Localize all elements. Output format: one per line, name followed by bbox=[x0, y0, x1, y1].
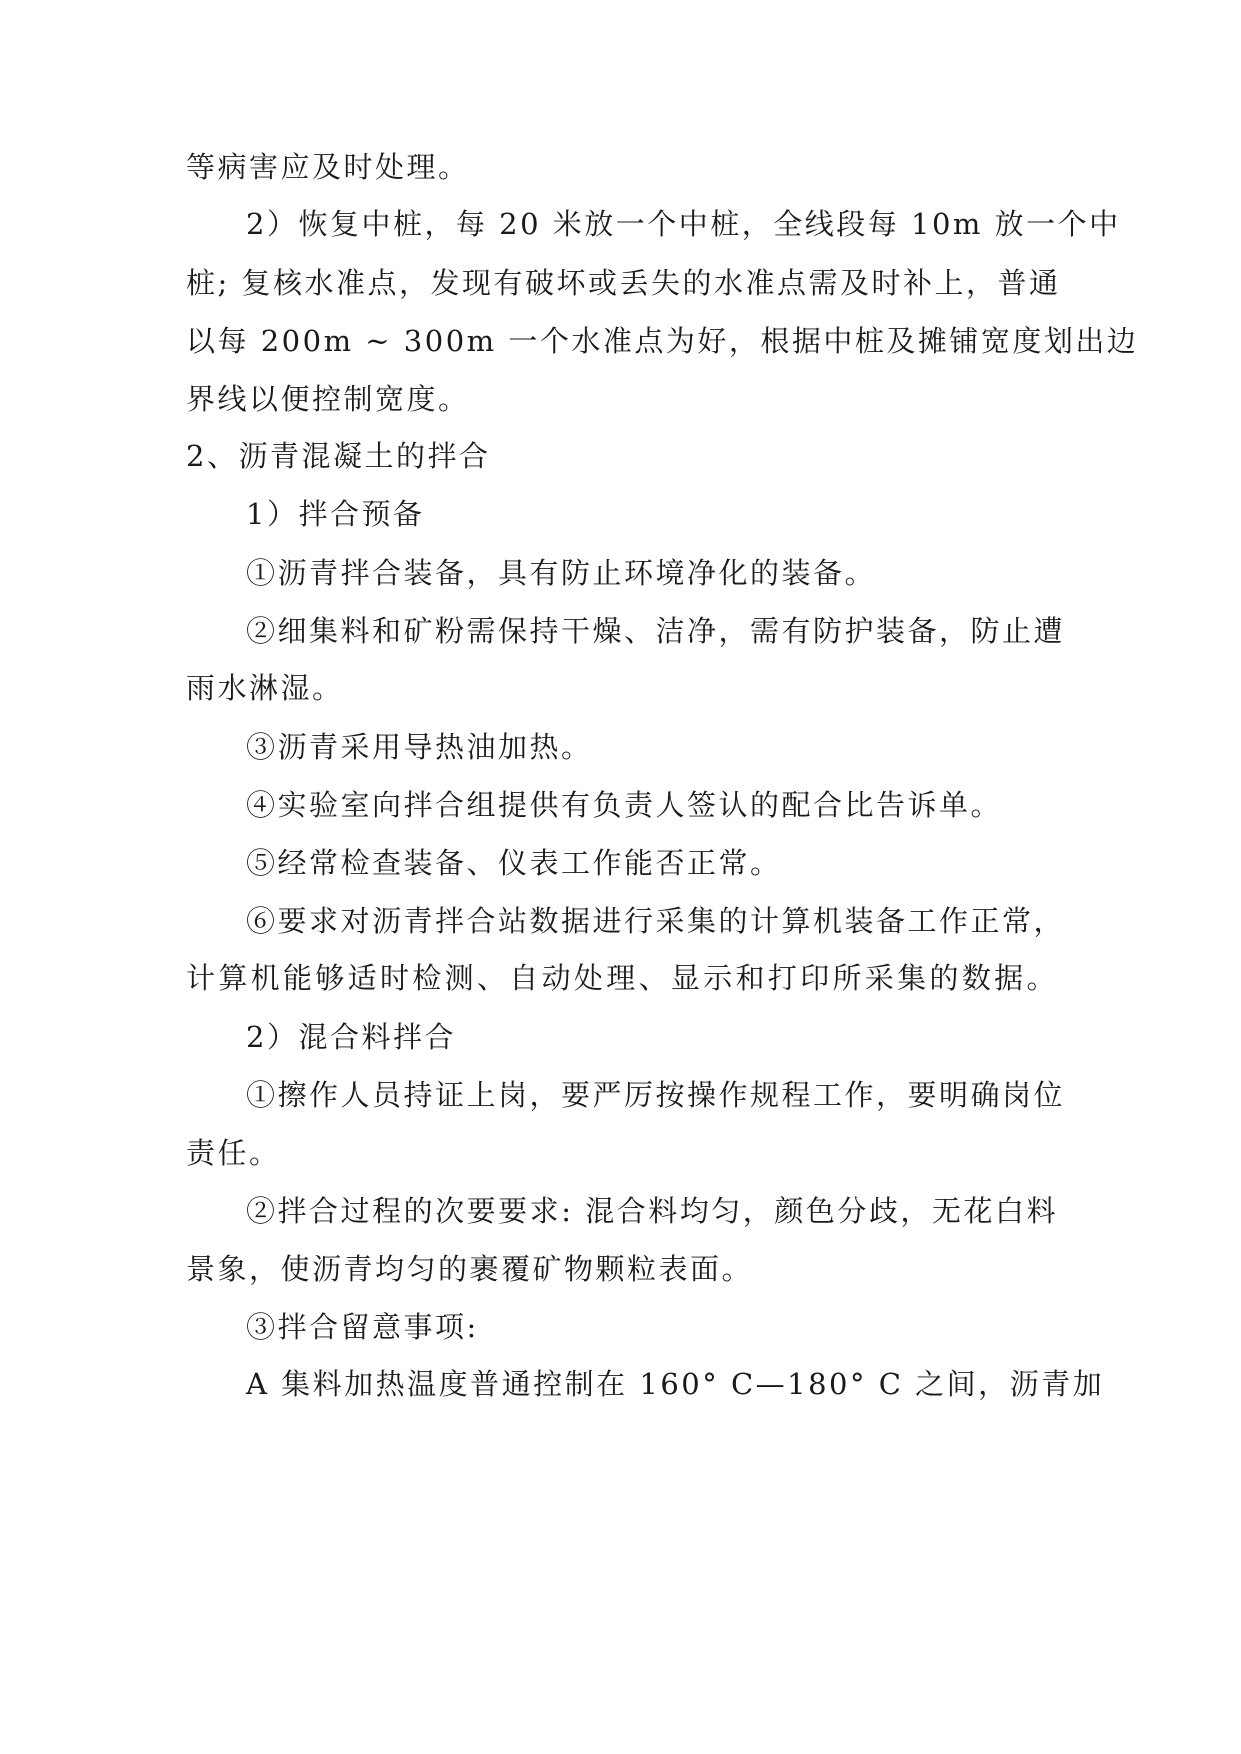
paragraph-line: 雨水淋湿。 bbox=[186, 671, 344, 705]
list-item: ①沥青拌合装备，具有防止环境净化的装备。 bbox=[246, 556, 877, 590]
paragraph-line: 桩; 复核水准点，发现有破坏或丢失的水准点需及时补上，普通 bbox=[186, 266, 1061, 300]
paragraph-line: 计算机能够适时检测、自动处理、显示和打印所采集的数据。 bbox=[186, 961, 1058, 995]
paragraph-line: 以每 200m ~ 300m 一个水准点为好，根据中桩及摊铺宽度划出边 bbox=[186, 324, 1139, 358]
subsection-heading: 2）混合料拌合 bbox=[246, 1020, 456, 1054]
list-item: ①擦作人员持证上岗，要严厉按操作规程工作，要明确岗位 bbox=[246, 1078, 1066, 1112]
paragraph-line: 责任。 bbox=[186, 1136, 281, 1170]
paragraph-line: 界线以便控制宽度。 bbox=[186, 382, 470, 416]
paragraph-line: 景象，使沥青均匀的裹覆矿物颗粒表面。 bbox=[186, 1252, 754, 1286]
list-item: ③拌合留意事项: bbox=[246, 1310, 479, 1344]
section-heading: 2、沥青混凝土的拌合 bbox=[186, 439, 491, 473]
paragraph-line: 2）恢复中桩，每 20 米放一个中桩，全线段每 10m 放一个中 bbox=[246, 207, 1121, 241]
list-item: ②细集料和矿粉需保持干燥、洁净，需有防护装备，防止遭 bbox=[246, 614, 1066, 648]
subsection-heading: 1）拌合预备 bbox=[246, 497, 425, 531]
list-item: ③沥青采用导热油加热。 bbox=[246, 730, 593, 764]
list-item: ④实验室向拌合组提供有负责人签认的配合比告诉单。 bbox=[246, 788, 1003, 822]
list-item: ⑥要求对沥青拌合站数据进行采集的计算机装备工作正常， bbox=[246, 904, 1066, 938]
list-item: ②拌合过程的次要要求: 混合料均匀，颜色分歧，无花白料 bbox=[246, 1194, 1058, 1228]
list-item: A 集料加热温度普通控制在 160° C—180° C 之间，沥青加 bbox=[246, 1367, 1105, 1401]
list-item: ⑤经常检查装备、仪表工作能否正常。 bbox=[246, 846, 782, 880]
paragraph-line: 等病害应及时处理。 bbox=[186, 150, 470, 184]
